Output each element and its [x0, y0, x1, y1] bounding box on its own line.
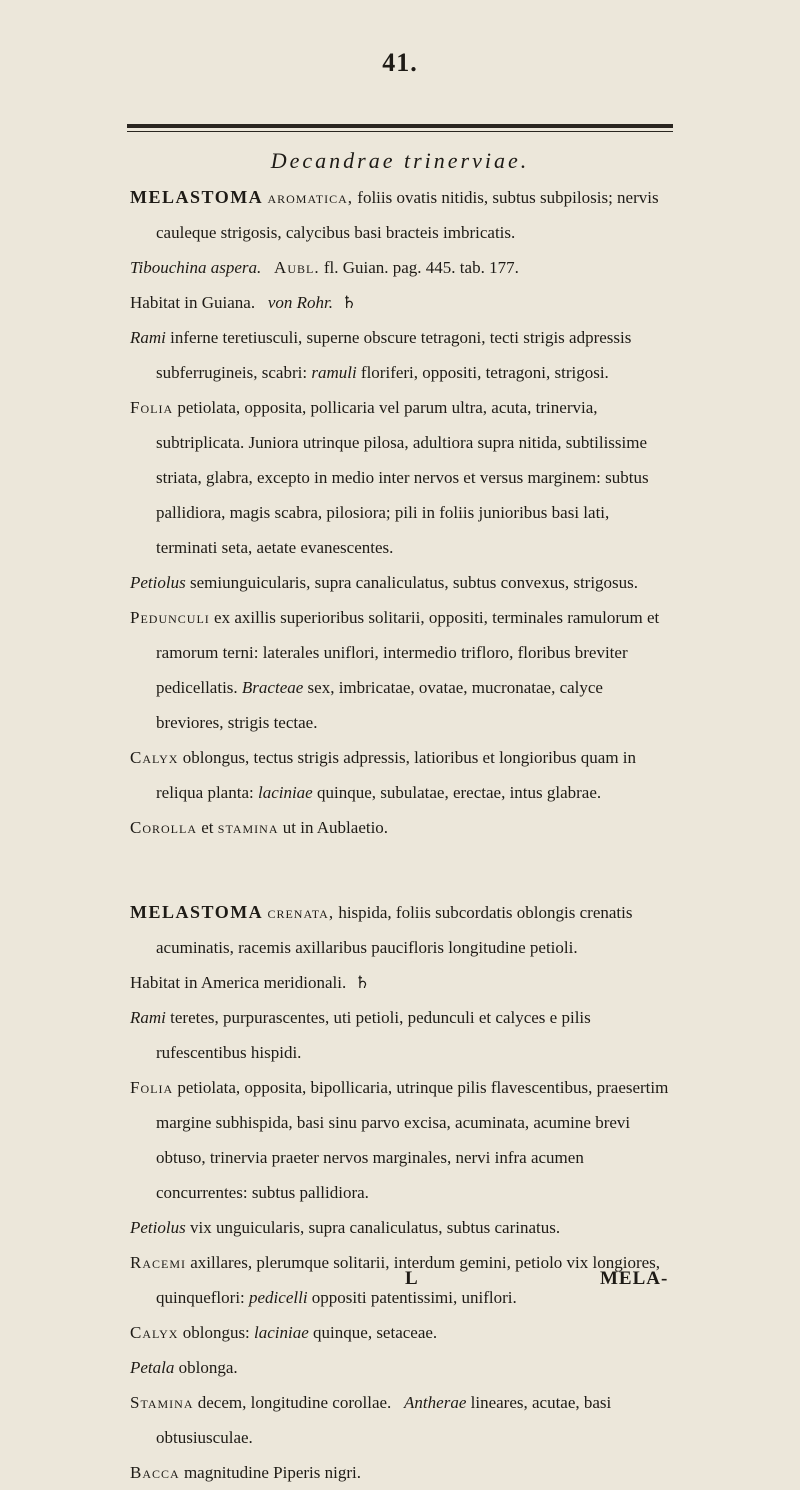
shrub-symbol: ♄: [354, 973, 370, 992]
corolla-paragraph: [130, 810, 670, 845]
rami-text: teretes, purpurascentes, uti petioli, pedunculi et calyces e pilis rufescentibus hispidi.: [156, 1008, 591, 1062]
corolla-conjunction: et: [201, 818, 214, 837]
folia-paragraph: [130, 1070, 670, 1210]
stamina-label: stamina: [217, 818, 279, 837]
antherae-label: Antherae: [404, 1393, 467, 1412]
habitat-line: [130, 285, 670, 320]
header-rule-thin: [127, 131, 673, 132]
laciniae-label: laciniae: [257, 783, 313, 802]
calyx-paragraph: [130, 1315, 670, 1350]
synonym-reference: fl. Guian. pag. 445. tab. 177.: [323, 258, 519, 277]
corolla-label: Corolla: [130, 818, 198, 837]
main-text: [130, 180, 670, 1490]
bacca-label: Bacca: [130, 1463, 180, 1482]
rami-paragraph: [130, 1000, 670, 1070]
calyx-text-continued: quinque, subulatae, erectae, intus glabrae.: [316, 783, 602, 802]
folia-label: Folia: [130, 398, 174, 417]
catchword: MELA-: [600, 1268, 669, 1289]
species-diagnosis: foliis ovatis nitidis, subtus subpilosis; nervis cauleque strigosis, calycibus basi bracteis imbricatis.: [156, 188, 659, 242]
rami-text-continued: floriferi, oppositi, tetragoni, strigosi.: [360, 363, 609, 382]
petiolus-label: Petiolus: [130, 573, 186, 592]
habitat-text: Habitat in America meridionali.: [130, 973, 347, 992]
calyx-label: Calyx: [130, 1323, 179, 1342]
calyx-text-continued: quinque, setaceae.: [313, 1323, 438, 1342]
folia-text: petiolata, opposita, bipollicaria, utrinque pilis flavescentibus, praesertim margine subhispida, basi sinu parvo excisa, acuminata, acumine brevi obtuso, trinervia praeter nervos marginales, nervi infra acumen concurrentes: subtus pallidiora.: [156, 1078, 669, 1202]
species-epithet: crenata,: [267, 903, 335, 922]
calyx-label: Calyx: [130, 748, 179, 767]
synonym-name: Tibouchina aspera.: [130, 258, 262, 277]
petala-label: Petala: [130, 1358, 175, 1377]
genus-name: MELASTOMA: [130, 187, 264, 207]
racemi-label: Racemi: [130, 1253, 187, 1272]
stamina-text: decem, longitudine corollae.: [197, 1393, 392, 1412]
petala-paragraph: [130, 1350, 670, 1385]
bacca-paragraph: [130, 1455, 670, 1490]
bracteae-label: Bracteae: [241, 678, 304, 697]
signature-mark: L: [405, 1268, 418, 1289]
pedunculi-label: Pedunculi: [130, 608, 210, 627]
folia-label: Folia: [130, 1078, 174, 1097]
calyx-paragraph: [130, 740, 670, 810]
calyx-text: oblongus:: [182, 1323, 250, 1342]
species-separator: [130, 845, 670, 895]
bracteae-text: sex, imbricatae, ovatae, mucronatae, calyce breviores, strigis tectae.: [156, 678, 603, 732]
section-title: Decandrae trinerviae.: [270, 148, 530, 173]
stamina-label: Stamina: [130, 1393, 194, 1412]
pedunculi-text: ex axillis superioribus solitarii, oppositi, terminales ramulorum et ramorum terni: laterales uniflori, intermedio trifloro, floribus breviter pedicellatis.: [156, 608, 660, 697]
rami-label: Rami: [130, 1008, 166, 1027]
ramuli-label: ramuli: [311, 363, 357, 382]
synonym-line: [130, 250, 670, 285]
species-2-entry: [130, 895, 670, 965]
racemi-text: axillares, plerumque solitarii, interdum gemini, petiolo vix longiores, quinqueflori:: [156, 1253, 661, 1307]
rami-label: Rami: [130, 328, 166, 347]
species-1-entry: [130, 180, 670, 250]
antherae-text: lineares, acutae, basi obtusiusculae.: [156, 1393, 612, 1447]
petiolus-text: vix unguicularis, supra canaliculatus, subtus carinatus.: [189, 1218, 561, 1237]
racemi-paragraph: [130, 1245, 670, 1315]
petiolus-text: semiunguicularis, supra canaliculatus, subtus convexus, strigosus.: [189, 573, 639, 592]
habitat-line: [130, 965, 670, 1000]
folia-paragraph: [130, 390, 670, 565]
petiolus-label: Petiolus: [130, 1218, 186, 1237]
rami-text: inferne teretiusculi, superne obscure tetragoni, tecti strigis adpressis subferrugineis, scabri:: [156, 328, 632, 382]
pedunculi-paragraph: [130, 600, 670, 740]
rami-paragraph: [130, 320, 670, 390]
header-rule-thick: [127, 124, 673, 128]
petala-text: oblonga.: [178, 1358, 238, 1377]
species-diagnosis: hispida, foliis subcordatis oblongis crenatis acuminatis, racemis axillaribus paucifloris longitudine petioli.: [156, 903, 633, 957]
habitat-author: von Rohr.: [267, 293, 334, 312]
calyx-text: oblongus, tectus strigis adpressis, latioribus et longioribus quam in reliqua planta:: [156, 748, 637, 802]
synonym-author: Aubl.: [274, 258, 320, 277]
habitat-text: Habitat in Guiana.: [130, 293, 256, 312]
stamina-paragraph: [130, 1385, 670, 1455]
corolla-text: ut in Aublaetio.: [282, 818, 389, 837]
pedicelli-label: pedicelli: [249, 1288, 308, 1307]
page-number: 41.: [382, 48, 418, 77]
petiolus-paragraph: [130, 565, 670, 600]
genus-name: MELASTOMA: [130, 902, 264, 922]
racemi-text-continued: oppositi patentissimi, uniflori.: [311, 1288, 517, 1307]
bacca-text: magnitudine Piperis nigri.: [183, 1463, 362, 1482]
shrub-symbol: ♄: [341, 293, 357, 312]
species-epithet: aromatica,: [267, 188, 354, 207]
laciniae-label: laciniae: [254, 1323, 309, 1342]
petiolus-paragraph: [130, 1210, 670, 1245]
folia-text: petiolata, opposita, pollicaria vel parum ultra, acuta, trinervia, subtriplicata. Juniora utrinque pilosa, adultiora supra nitida, subtilissime striata, glabra, excepto in medio inter nervos et versus marginem: subtus pallidiora, magis scabra, pilosiora; pili in foliis junioribus basi lati, terminati seta, aetate evanescentes.: [156, 398, 649, 557]
